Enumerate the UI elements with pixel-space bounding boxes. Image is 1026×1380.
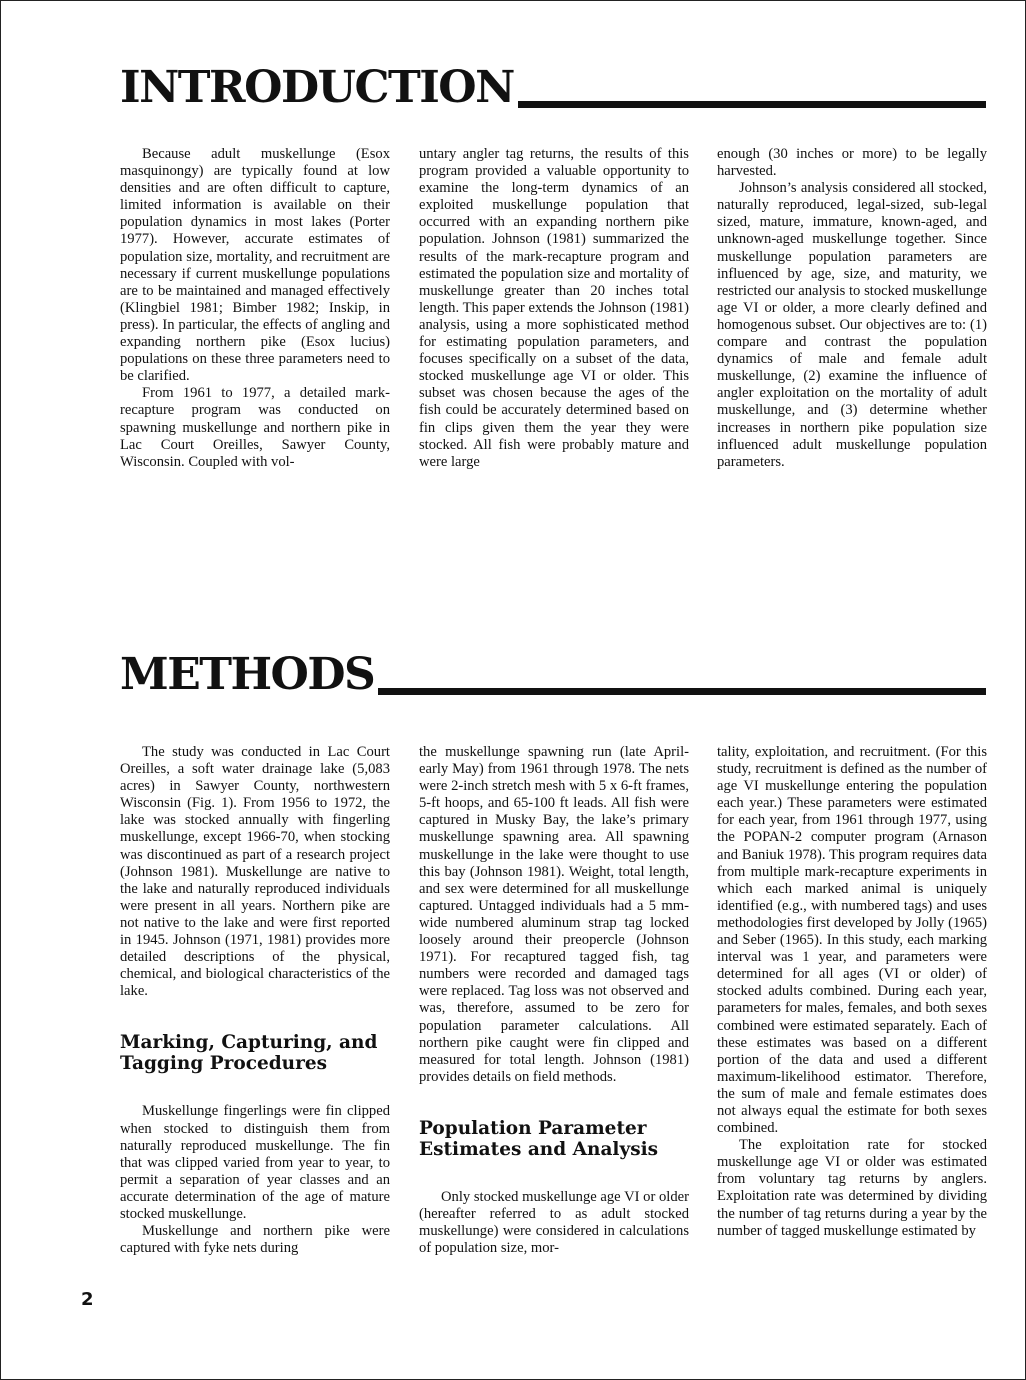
methods-column-1 [120,744,390,1257]
paragraph: enough (30 inches or more) to be legally harvested. [717,146,987,180]
paragraph: untary angler tag returns, the results of this program provided a valuable opportunity to examine the long-term dynamics of an exploited muskellunge population that occurred with an expanding northern pike population. Johnson (1981) summarized the results of the mark-recapture program and estimated the population size and mortality of muskellunge greater than 20 inches total length. This paper extends the Johnson (1981) analysis, using a more sophisticated method for estimating population parameters, and focuses specifically on a subset of the data, stocked muskellunge age VI or older. This subset was chosen because the ages of the fish could be accurately determined based on fin clips given them the year they were stocked. All fish were probably mature and were large [419,146,689,470]
paragraph: Because adult muskellunge (Esox masquinongy) are typically found at low densities and are often difficult to capture, limited information is available on their population dynamics in most lakes (Porter 1977). However, accurate estimates of population size, mortality, and recruitment are necessary if current muskellunge populations are to be maintained and managed effectively (Klingbiel 1981; Bimber 1982; Inskip, in press). In particular, the effects of angling and expanding northern pike (Esox lucius) populations on these three parameters need to be clarified. [120,146,390,385]
heading-rule [518,101,986,108]
page-number: 2 [81,1289,94,1310]
paragraph: The study was conducted in Lac Court Oreilles, a soft water drainage lake (5,083 acres) in Sawyer County, northwestern Wisconsin (Fig. 1). From 1956 to 1972, the lake was stocked annually with fingerling muskellunge, except 1966-70, when stocking was discontinued as part of a research project (Johnson 1981). Muskellunge are native to the lake and naturally reproduced individuals were present in all years. Northern pike are not native to the lake and were first reported in 1945. Johnson (1971, 1981) provides more detailed descriptions of the physical, chemical, and biological characteristics of the lake. [120,744,390,1000]
paragraph: Muskellunge fingerlings were fin clipped when stocked to distinguish them from naturally reproduced muskellunge. The fin that was clipped varied from year to year, to permit a separation of year classes and an accurate determination of the age of mature stocked muskellunge. [120,1103,390,1222]
methods-heading: METHODS [120,649,375,700]
paragraph: Muskellunge and northern pike were captured with fyke nets during [120,1223,390,1257]
subheading: Population Parameter Estimates and Analysis [419,1117,659,1160]
methods-column-3 [717,744,987,1240]
intro-column-2 [419,146,689,471]
heading-rule [378,688,986,695]
subheading: Marking, Capturing, and Tagging Procedures [120,1032,378,1075]
methods-column-2 [419,744,689,1257]
paragraph: Only stocked muskellunge age VI or older (hereafter referred to as adult stocked muskellunge) were considered in calculations of population size, mor- [419,1188,689,1257]
paragraph: tality, exploitation, and recruitment. (For this study, recruitment is defined as the number of age VI muskellunge entering the population each year.) These parameters were estimated for each year, from 1961 through 1977, using the POPAN-2 computer program (Arnason and Baniuk 1978). This program requires data from multiple mark-recapture experiments in which each marked animal is uniquely identified (e.g., with numbered tags) and uses methodologies first developed by Jolly (1965) and Seber (1965). In this study, each marking interval was 1 year, and parameters were determined for all ages (VI or older) of stocked adults combined. During each year, parameters for males, females, and both sexes combined were estimated separately. Each of these estimates was based on a different portion of the data and used a different maximum-likelihood estimator. Therefore, the sum of male and female estimates does not always equal the estimate for both sexes combined. [717,744,987,1137]
paragraph: The exploitation rate for stocked muskellunge age VI or older was estimated from voluntary tag returns by anglers. Exploitation rate was determined by dividing the number of tag returns during a year by the number of tagged muskellunge estimated by [717,1137,987,1239]
paragraph: Johnson’s analysis considered all stocked, naturally reproduced, legal-sized, sub-legal sized, mature, immature, known-aged, and unknown-aged muskellunge together. Since muskellunge population parameters are influenced by age, size, and maturity, we restricted our analysis to stocked muskellunge age VI or older, a more clearly defined and homogenous subset. Our objectives are to: (1) compare and contrast the population dynamics of male and female adult muskellunge, (2) examine the influence of angler exploitation on the mortality of adult muskellunge, and (3) determine whether increases in northern pike population size influenced adult muskellunge population parameters. [717,180,987,470]
methods-heading-bar [120,649,986,700]
paragraph: From 1961 to 1977, a detailed mark-recapture program was conducted on spawning muskellunge and northern pike in Lac Court Oreilles, Sawyer County, Wisconsin. Coupled with vol- [120,385,390,470]
introduction-heading: INTRODUCTION [120,62,514,113]
intro-column-1 [120,146,390,471]
intro-column-3 [717,146,987,471]
introduction-heading-bar [120,62,986,113]
paragraph: the muskellunge spawning run (late April-early May) from 1961 through 1978. The nets were 2-inch stretch mesh with 5 x 6-ft frames, 5-ft hoops, and 65-100 ft leads. All fish were captured in Musky Bay, the lake’s primary muskellunge spawning area. All spawning muskellunge in the lake were thought to use this bay (Johnson 1981). Weight, total length, and sex were determined for all muskellunge captured. Untagged individuals had a 5 mm-wide numbered aluminum strap tag locked loosely around their preopercle (Johnson 1971). For recaptured tagged fish, tag numbers were recorded and damaged tags were replaced. Tag loss was not observed and was, therefore, assumed to be zero for population parameter calculations. All northern pike caught were fin clipped and measured for total length. Johnson (1981) provides details on field methods. [419,744,689,1085]
